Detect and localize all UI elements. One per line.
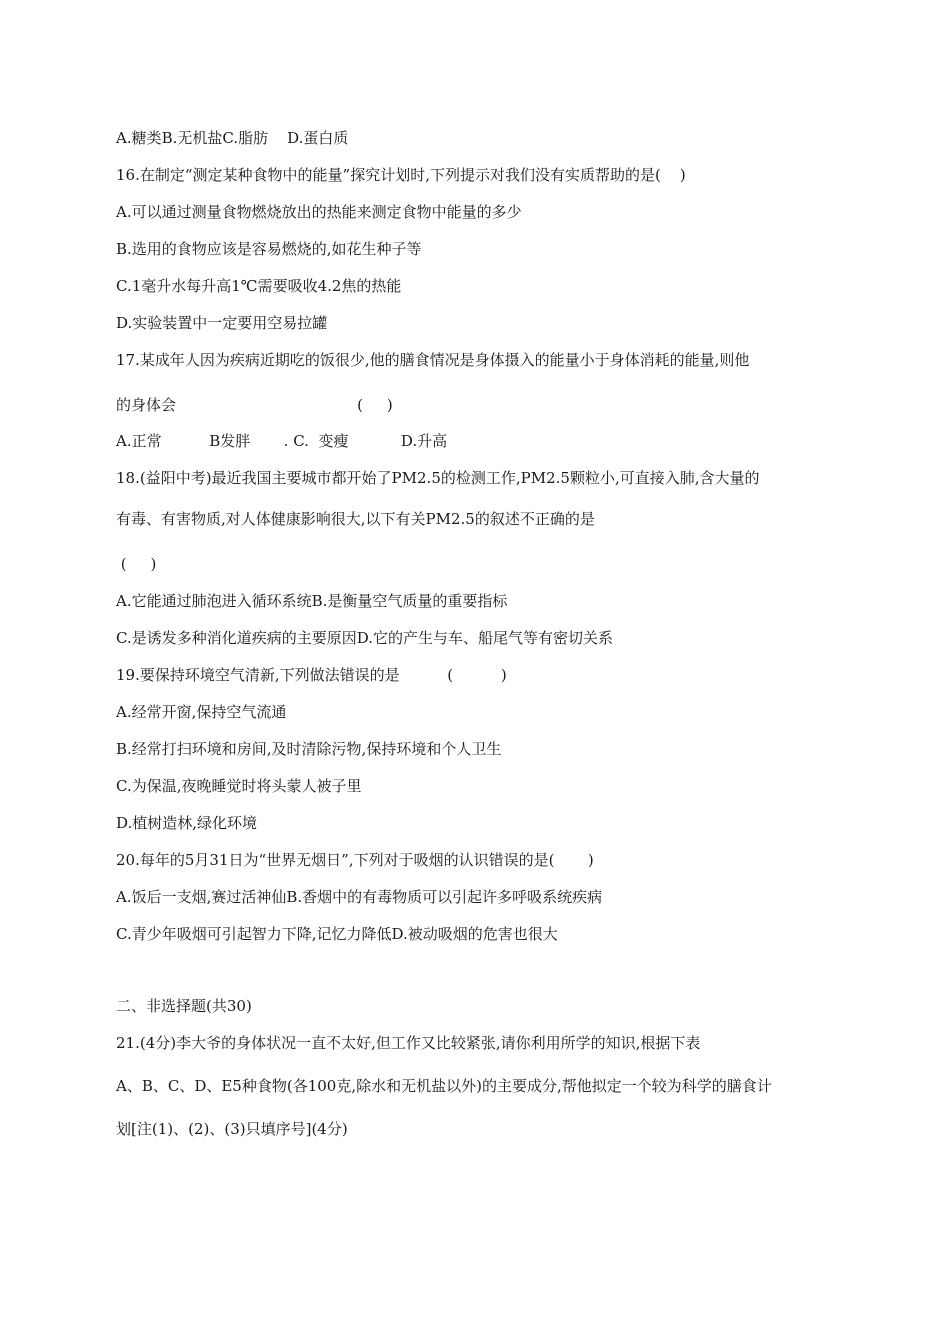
option-19d: D.植树造林,绿化环境: [116, 814, 258, 832]
option-19b: B.经常打扫环境和房间,及时清除污物,保持环境和个人卫生: [116, 740, 502, 758]
question-18-paren: ( ): [116, 555, 157, 573]
question-17-line2: 的身体会 ( ): [116, 396, 393, 414]
option-16a: A.可以通过测量食物燃烧放出的热能来测定食物中能量的多少: [116, 203, 522, 221]
section-heading-2: 二、非选择题(共30): [116, 997, 252, 1015]
question-16: 16.在制定“测定某种食物中的能量”探究计划时,下列提示对我们没有实质帮助的是( ): [116, 166, 686, 184]
question-18-line1: 18.(益阳中考)最近我国主要城市都开始了PM2.5的检测工作,PM2.5颗粒小,可直接入肺,含大量的: [116, 469, 760, 487]
option-19a: A.经常开窗,保持空气流通: [116, 703, 287, 721]
question-21-line1: 21.(4分)李大爷的身体状况一直不太好,但工作又比较紧张,请你利用所学的知识,根据下表: [116, 1034, 701, 1052]
option-16d: D.实验装置中一定要用空易拉罐: [116, 314, 328, 332]
option-line-18ab: A.它能通过肺泡进入循环系统B.是衡量空气质量的重要指标: [116, 592, 508, 610]
option-line-17: A.正常 B发胖 . C. 变瘦 D.升高: [116, 432, 448, 450]
option-19c: C.为保温,夜晚睡觉时将头蒙人被子里: [116, 777, 362, 795]
question-18-line2: 有毒、有害物质,对人体健康影响很大,以下有关PM2.5的叙述不正确的是: [116, 510, 595, 528]
option-line-18cd: C.是诱发多种消化道疾病的主要原因D.它的产生与车、船尾气等有密切关系: [116, 629, 613, 647]
question-20: 20.每年的5月31日为“世界无烟日”,下列对于吸烟的认识错误的是( ): [116, 851, 594, 869]
option-line-20ab: A.饭后一支烟,赛过活神仙B.香烟中的有毒物质可以引起许多呼吸系统疾病: [116, 888, 603, 906]
option-line-15: A.糖类B.无机盐C.脂肪 D.蛋白质: [116, 129, 349, 147]
option-line-20cd: C.青少年吸烟可引起智力下降,记忆力降低D.被动吸烟的危害也很大: [116, 925, 558, 943]
question-21-line2: A、B、C、D、E5种食物(各100克,除水和无机盐以外)的主要成分,帮他拟定一个较为科学的膳食计: [116, 1077, 772, 1095]
option-16c: C.1毫升水每升高1℃需要吸收4.2焦的热能: [116, 277, 402, 295]
question-17-line1: 17.某成年人因为疾病近期吃的饭很少,他的膳食情况是身体摄入的能量小于身体消耗的能量,则他: [116, 351, 750, 369]
option-16b: B.选用的食物应该是容易燃烧的,如花生种子等: [116, 240, 422, 258]
question-19: 19.要保持环境空气清新,下列做法错误的是 ( ): [116, 666, 507, 684]
question-21-line3: 划[注(1)、(2)、(3)只填序号](4分): [116, 1120, 348, 1138]
